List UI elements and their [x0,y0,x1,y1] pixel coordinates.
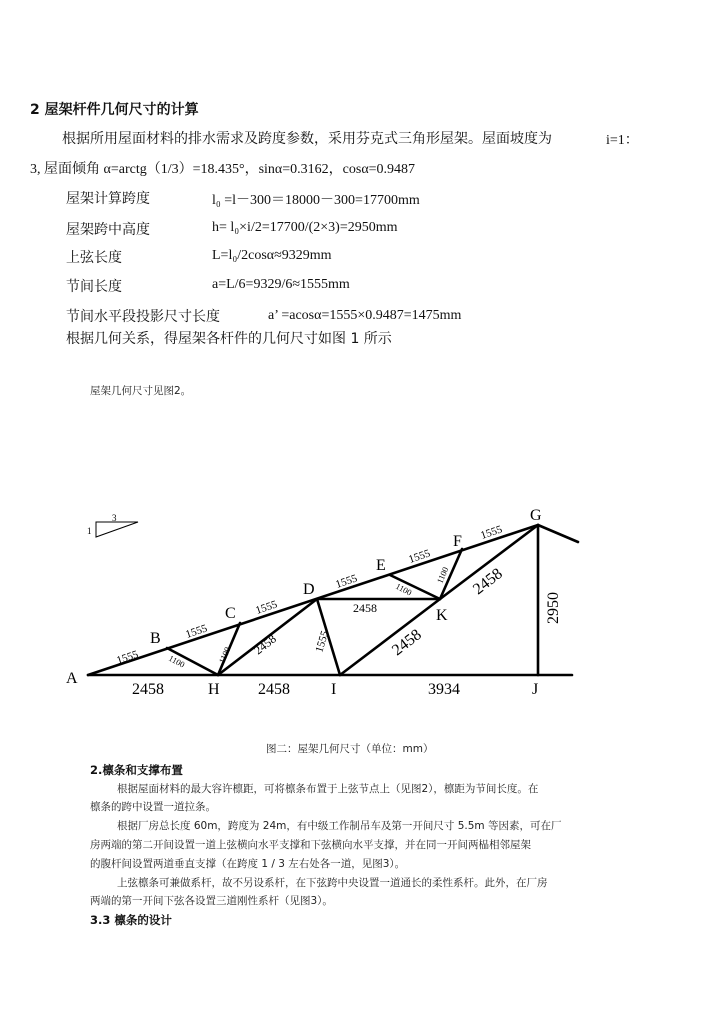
node-k: K [436,607,448,624]
top-chord [88,525,538,675]
label-ab: 1555 [115,648,140,667]
param-label-chord: 上弦长度 [66,250,122,266]
node-h: H [208,681,220,698]
label-bc: 1555 [184,622,209,641]
node-e: E [376,557,386,574]
label-fg: 1555 [479,523,504,542]
node-f: F [453,533,462,550]
label-di: 1555 [313,629,332,654]
param-value-chord: L=l₀/2cosα≈9329mm [212,248,332,263]
param-value-height: h= l₀×i/2=17700/(2×3)=2950mm [212,220,398,235]
intro-line-3: 根据几何关系，得屋架各杆件的几何尺寸如图 1 所示 [66,331,392,347]
para1-line2: 檩条的跨中设置一道拉条。 [90,801,216,813]
node-a: A [66,670,78,687]
label-ef: 1555 [407,547,432,566]
param-label-panel: 节间长度 [66,279,122,295]
label-ek: 1100 [394,580,414,598]
section-title: 2 屋架杆件几何尺寸的计算 [30,102,199,118]
label-dk: 2458 [353,601,377,615]
label-dh: 2458 [251,631,279,658]
param-value-span: l₀ =l－300＝18000－300=17700mm [212,193,420,208]
slope-indicator [87,513,138,537]
intro-line-2: 3, 屋面倾角 α=arctg（1/3）=18.435°，sinα=0.3162，cosα=0.9487 [30,162,416,177]
subsection-title-purlins: 2.檩条和支撑布置 [90,763,183,777]
figure-note: 屋架几何尺寸见图2。 [90,385,192,397]
label-gj: 2950 [545,592,562,624]
para1-line1: 根据屋面材料的最大容许檩距，可将檩条布置于上弦节点上（见图2），檩距为节间长度。在 [117,783,539,795]
param-value-panel: a=L/6=9329/6≈1555mm [212,277,350,292]
intro-slope: i=1： [606,133,639,148]
node-d: D [303,581,315,598]
param-label-span: 屋架计算跨度 [66,191,150,207]
para2-line2: 房两端的第二开间设置一道上弦横向水平支撑和下弦横向水平支撑，并在同一开间两榀相邻屋架 [90,839,531,851]
label-ah: 2458 [132,681,164,698]
intro-line-1: 根据所用屋面材料的排水需求及跨度参数，采用芬克式三角形屋架。屋面坡度为 [62,131,552,147]
label-de: 1555 [334,572,359,591]
eave-overhang [538,525,578,542]
label-hi: 2458 [258,681,290,698]
node-c: C [225,605,236,622]
param-label-projection: 节间水平段投影尺寸长度 [66,309,220,325]
truss-members [88,525,578,675]
label-ik: 2458 [389,626,425,660]
label-bh: 1100 [167,652,187,670]
node-b: B [150,630,161,647]
truss-diagram [0,490,724,710]
label-ch: 1100 [216,645,233,665]
node-j: J [532,681,539,698]
node-g: G [530,507,542,524]
label-fk: 1100 [434,565,451,585]
label-kg: 2458 [470,565,506,599]
param-label-height: 屋架跨中高度 [66,222,150,238]
subsection-title-design: 3.3 檩条的设计 [90,913,172,927]
node-i: I [331,681,337,698]
slope-rise-label: 1 [87,526,92,536]
para3-line1: 上弦檩条可兼做系杆，故不另设系杆，在下弦跨中央设置一道通长的柔性系杆。此外，在厂房 [117,877,548,889]
label-ij: 3934 [428,681,460,698]
param-value-projection: a’ =acosα=1555×0.9487=1475mm [268,308,462,323]
slope-run-label: 3 [112,513,117,523]
label-cd: 1555 [254,598,279,617]
para2-line1: 根据厂房总长度 60m，跨度为 24m，有中级工作制吊车及第一开间尺寸 5.5m 等因素，可在厂 [117,820,562,832]
para3-line2: 两端的第一开间下弦各设置三道刚性系杆（见图3）。 [90,895,333,907]
figure-caption: 图二：屋架几何尺寸（单位：mm） [266,743,434,755]
para2-line3: 的腹杆间设置两道垂直支撑（在跨度 1 / 3 左右处各一道，见图3）。 [90,858,406,870]
